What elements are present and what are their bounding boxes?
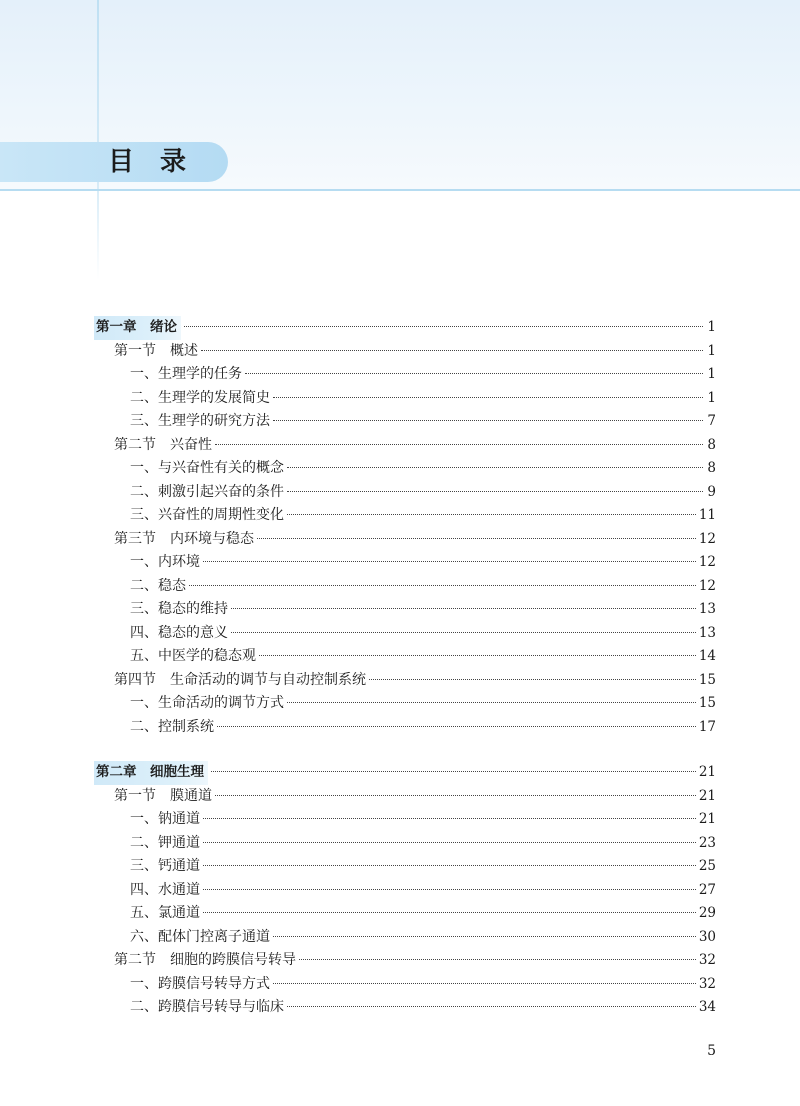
toc-entry-page: 9 bbox=[707, 483, 716, 500]
toc-entry-page: 11 bbox=[698, 507, 716, 523]
toc-subsection[interactable] bbox=[96, 832, 716, 856]
toc-chapter[interactable] bbox=[96, 316, 716, 340]
dot-leader bbox=[287, 491, 703, 492]
dot-leader bbox=[189, 585, 696, 586]
toc-entry-label: 二、控制系统 bbox=[130, 718, 214, 735]
toc-section[interactable] bbox=[96, 669, 716, 693]
toc-subsection[interactable] bbox=[96, 716, 716, 740]
toc-entry-label: 第一章 绪论 bbox=[94, 316, 181, 340]
toc-entry-page: 23 bbox=[698, 834, 716, 851]
toc-entry-label: 四、稳态的意义 bbox=[130, 624, 228, 641]
dot-leader bbox=[203, 842, 696, 843]
header-horizontal-rule bbox=[0, 189, 800, 191]
toc-entry-label: 第二节 细胞的跨膜信号转导 bbox=[114, 952, 296, 968]
toc-entry-page: 17 bbox=[698, 718, 716, 735]
toc-entry-page: 12 bbox=[698, 577, 716, 594]
toc-entry-label: 第一节 概述 bbox=[114, 342, 198, 359]
dot-leader bbox=[201, 350, 703, 351]
toc-entry-page: 34 bbox=[698, 999, 716, 1015]
dot-leader bbox=[245, 373, 703, 374]
dot-leader bbox=[287, 702, 696, 703]
toc-entry-label: 第一节 膜通道 bbox=[114, 787, 212, 804]
toc-section[interactable] bbox=[96, 434, 716, 458]
toc-entry-label: 三、生理学的研究方法 bbox=[130, 413, 270, 429]
toc-subsection[interactable] bbox=[96, 363, 716, 387]
table-of-contents bbox=[96, 316, 716, 1020]
toc-subsection[interactable] bbox=[96, 481, 716, 505]
toc-entry-label: 一、生理学的任务 bbox=[130, 366, 242, 382]
dot-leader bbox=[217, 726, 696, 727]
toc-entry-label: 第三节 内环境与稳态 bbox=[114, 530, 254, 547]
dot-leader bbox=[273, 420, 703, 421]
toc-entry-label: 一、内环境 bbox=[130, 554, 200, 570]
toc-entry-page: 8 bbox=[707, 436, 716, 453]
toc-entry-page: 14 bbox=[698, 648, 716, 664]
dot-leader bbox=[203, 561, 696, 562]
toc-entry-label: 六、配体门控离子通道 bbox=[130, 928, 270, 945]
dot-leader bbox=[257, 538, 696, 539]
toc-subsection[interactable] bbox=[96, 808, 716, 832]
dot-leader bbox=[299, 959, 696, 960]
toc-subsection[interactable] bbox=[96, 879, 716, 903]
toc-entry-label: 二、稳态 bbox=[130, 577, 186, 594]
toc-entry-page: 1 bbox=[707, 342, 716, 359]
dot-leader bbox=[203, 865, 696, 866]
toc-entry-page: 21 bbox=[698, 811, 716, 827]
toc-subsection[interactable] bbox=[96, 692, 716, 716]
toc-subsection[interactable] bbox=[96, 504, 716, 528]
header-vertical-rule bbox=[97, 0, 99, 280]
toc-subsection[interactable] bbox=[96, 996, 716, 1020]
toc-entry-label: 三、钙通道 bbox=[130, 858, 200, 874]
dot-leader bbox=[287, 467, 703, 468]
toc-subsection[interactable] bbox=[96, 598, 716, 622]
dot-leader bbox=[231, 608, 696, 609]
toc-entry-label: 一、跨膜信号转导方式 bbox=[130, 975, 270, 992]
toc-entry-label: 第二节 兴奋性 bbox=[114, 436, 212, 453]
toc-entry-label: 四、水通道 bbox=[130, 881, 200, 898]
toc-subsection[interactable] bbox=[96, 457, 716, 481]
toc-entry-page: 1 bbox=[707, 389, 716, 406]
toc-entry-page: 13 bbox=[698, 624, 716, 641]
toc-entry-page: 25 bbox=[698, 858, 716, 874]
toc-entry-page: 21 bbox=[698, 787, 716, 804]
toc-entry-page: 7 bbox=[707, 413, 716, 429]
toc-subsection[interactable] bbox=[96, 551, 716, 575]
dot-leader bbox=[369, 679, 696, 680]
dot-leader bbox=[203, 889, 696, 890]
toc-section[interactable] bbox=[96, 949, 716, 973]
toc-subsection[interactable] bbox=[96, 855, 716, 879]
dot-leader bbox=[211, 771, 696, 772]
toc-entry-label: 二、刺激引起兴奋的条件 bbox=[130, 483, 284, 500]
toc-subsection[interactable] bbox=[96, 926, 716, 950]
toc-entry-page: 21 bbox=[698, 764, 716, 780]
toc-entry-page: 32 bbox=[698, 975, 716, 992]
dot-leader bbox=[259, 655, 696, 656]
toc-entry-page: 15 bbox=[698, 671, 716, 688]
toc-entry-page: 32 bbox=[698, 952, 716, 968]
toc-entry-label: 一、钠通道 bbox=[130, 811, 200, 827]
toc-entry-page: 13 bbox=[698, 601, 716, 617]
toc-entry-label: 第四节 生命活动的调节与自动控制系统 bbox=[114, 671, 366, 688]
dot-leader bbox=[203, 912, 696, 913]
toc-chapter[interactable] bbox=[96, 761, 716, 785]
toc-section[interactable] bbox=[96, 340, 716, 364]
toc-subsection[interactable] bbox=[96, 973, 716, 997]
dot-leader bbox=[287, 514, 696, 515]
toc-entry-page: 8 bbox=[707, 460, 716, 476]
toc-entry-page: 30 bbox=[698, 928, 716, 945]
toc-entry-label: 二、生理学的发展简史 bbox=[130, 389, 270, 406]
toc-subsection[interactable] bbox=[96, 575, 716, 599]
toc-entry-page: 12 bbox=[698, 554, 716, 570]
toc-entry-page: 1 bbox=[707, 319, 716, 335]
chapter-gap bbox=[96, 739, 716, 761]
dot-leader bbox=[215, 444, 703, 445]
dot-leader bbox=[203, 818, 696, 819]
dot-leader bbox=[273, 936, 696, 937]
toc-entry-page: 12 bbox=[698, 530, 716, 547]
dot-leader bbox=[231, 632, 696, 633]
toc-subsection[interactable] bbox=[96, 645, 716, 669]
toc-entry-label: 二、钾通道 bbox=[130, 834, 200, 851]
toc-entry-label: 二、跨膜信号转导与临床 bbox=[130, 999, 284, 1015]
dot-leader bbox=[287, 1006, 696, 1007]
page-number: 5 bbox=[707, 1043, 716, 1059]
toc-entry-page: 1 bbox=[707, 366, 716, 382]
toc-section[interactable] bbox=[96, 785, 716, 809]
toc-entry-label: 五、中医学的稳态观 bbox=[130, 648, 256, 664]
dot-leader bbox=[273, 397, 703, 398]
dot-leader bbox=[273, 983, 696, 984]
toc-entry-label: 第二章 细胞生理 bbox=[94, 761, 208, 785]
toc-entry-label: 一、生命活动的调节方式 bbox=[130, 695, 284, 711]
toc-entry-page: 27 bbox=[698, 881, 716, 898]
toc-section[interactable] bbox=[96, 528, 716, 552]
toc-entry-page: 15 bbox=[698, 695, 716, 711]
toc-entry-label: 三、兴奋性的周期性变化 bbox=[130, 507, 284, 523]
toc-subsection[interactable] bbox=[96, 622, 716, 646]
page-title: 目 录 bbox=[108, 147, 187, 177]
dot-leader bbox=[184, 326, 703, 327]
toc-subsection[interactable] bbox=[96, 902, 716, 926]
dot-leader bbox=[215, 795, 696, 796]
toc-entry-label: 一、与兴奋性有关的概念 bbox=[130, 460, 284, 476]
toc-entry-page: 29 bbox=[698, 905, 716, 921]
toc-subsection[interactable] bbox=[96, 410, 716, 434]
toc-entry-label: 三、稳态的维持 bbox=[130, 601, 228, 617]
toc-entry-label: 五、氯通道 bbox=[130, 905, 200, 921]
toc-subsection[interactable] bbox=[96, 387, 716, 411]
